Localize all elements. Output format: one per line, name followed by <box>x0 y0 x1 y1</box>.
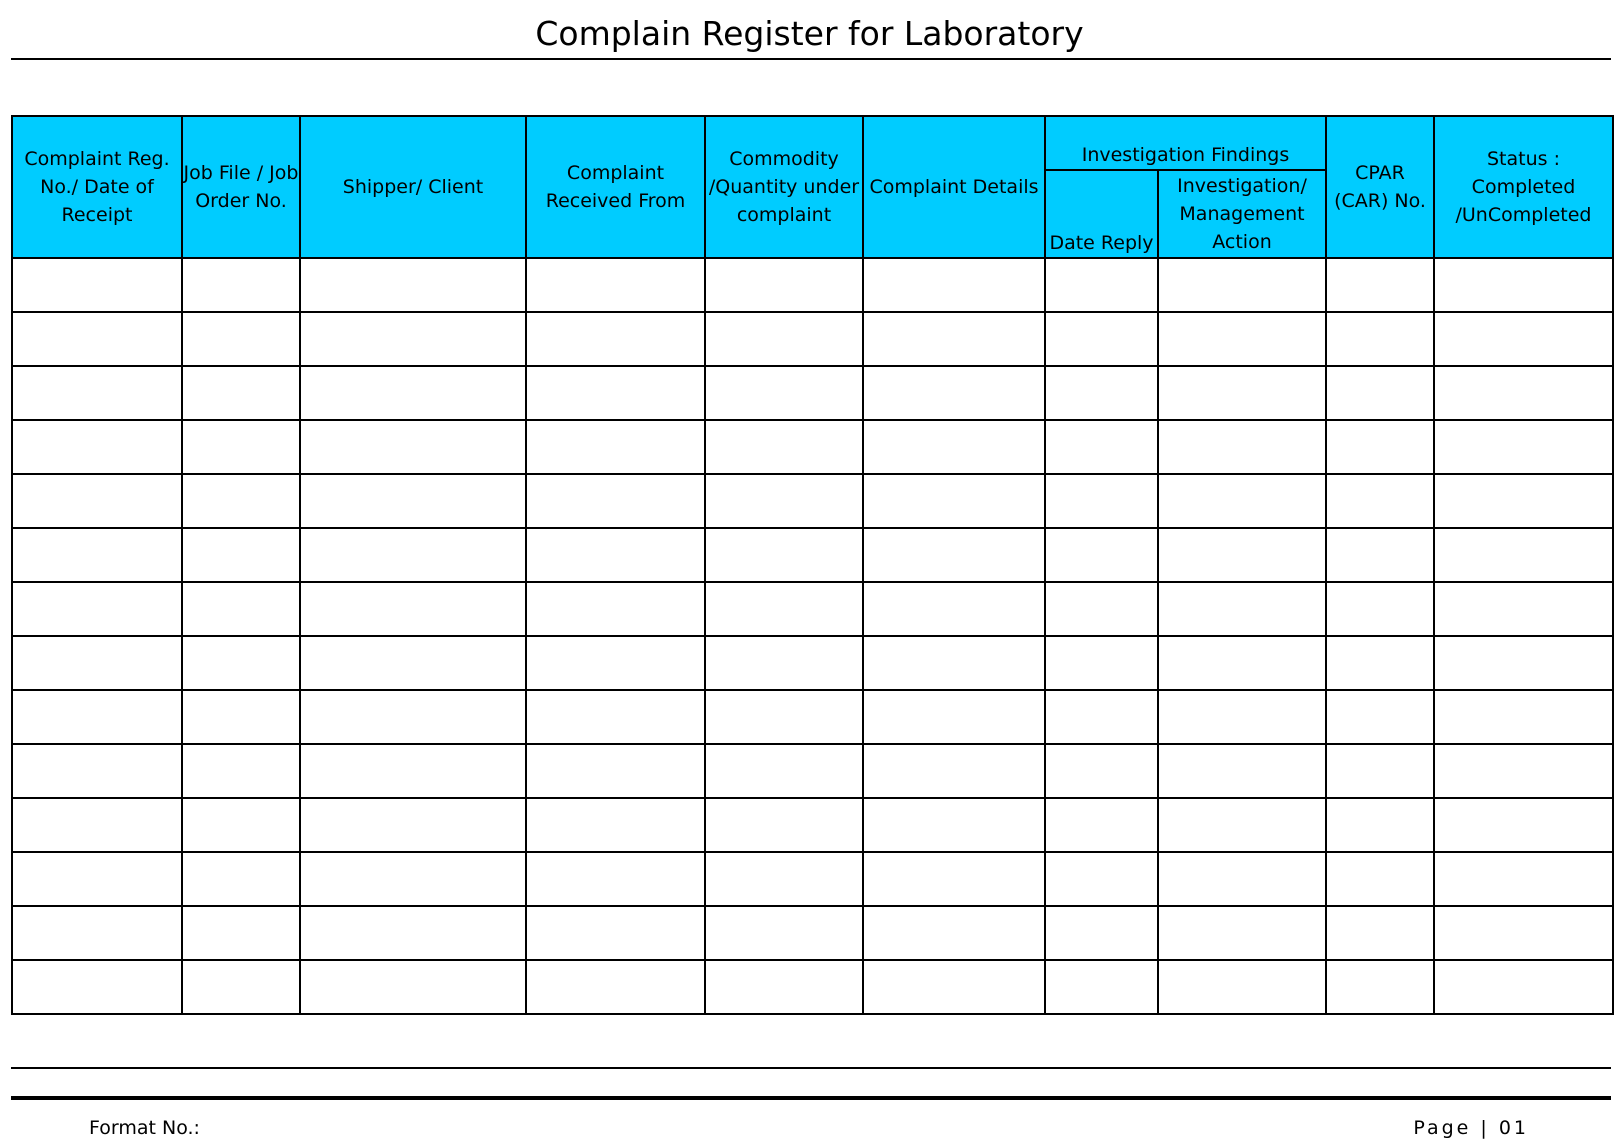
table-cell[interactable] <box>1158 528 1326 582</box>
table-cell[interactable] <box>12 528 182 582</box>
table-cell[interactable] <box>863 420 1045 474</box>
table-cell[interactable] <box>1434 582 1613 636</box>
table-cell[interactable] <box>12 852 182 906</box>
table-cell[interactable] <box>12 420 182 474</box>
table-cell[interactable] <box>182 690 300 744</box>
table-cell[interactable] <box>1158 744 1326 798</box>
table-cell[interactable] <box>1158 960 1326 1014</box>
table-cell[interactable] <box>1326 852 1434 906</box>
table-cell[interactable] <box>12 690 182 744</box>
table-cell[interactable] <box>12 258 182 312</box>
table-cell[interactable] <box>863 690 1045 744</box>
table-cell[interactable] <box>1434 798 1613 852</box>
table-cell[interactable] <box>526 960 705 1014</box>
table-cell[interactable] <box>705 528 863 582</box>
table-cell[interactable] <box>300 852 526 906</box>
table-cell[interactable] <box>863 960 1045 1014</box>
table-cell[interactable] <box>1158 636 1326 690</box>
table-cell[interactable] <box>1434 852 1613 906</box>
table-cell[interactable] <box>863 636 1045 690</box>
table-cell[interactable] <box>300 420 526 474</box>
table-row <box>12 906 1613 960</box>
column-header-status: Status : Completed /UnCompleted <box>1434 116 1613 258</box>
table-cell[interactable] <box>1326 312 1434 366</box>
page-title: Complain Register for Laboratory <box>535 14 1084 53</box>
table-cell[interactable] <box>705 474 863 528</box>
table-cell[interactable] <box>1434 528 1613 582</box>
table-cell[interactable] <box>526 690 705 744</box>
table-cell[interactable] <box>526 312 705 366</box>
table-cell[interactable] <box>12 474 182 528</box>
table-cell[interactable] <box>863 528 1045 582</box>
table-cell[interactable] <box>1158 852 1326 906</box>
table-row <box>12 312 1613 366</box>
table-cell[interactable] <box>182 852 300 906</box>
table-cell[interactable] <box>1434 906 1613 960</box>
table-cell[interactable] <box>526 798 705 852</box>
table-row <box>12 636 1613 690</box>
table-cell[interactable] <box>1045 474 1158 528</box>
table-cell[interactable] <box>1434 312 1613 366</box>
table-cell[interactable] <box>1045 582 1158 636</box>
table-cell[interactable] <box>300 636 526 690</box>
table-cell[interactable] <box>12 636 182 690</box>
table-cell[interactable] <box>863 582 1045 636</box>
table-cell[interactable] <box>863 906 1045 960</box>
table-cell[interactable] <box>705 366 863 420</box>
table-cell[interactable] <box>526 744 705 798</box>
table-cell[interactable] <box>300 258 526 312</box>
table-cell[interactable] <box>1326 690 1434 744</box>
table-row <box>12 366 1613 420</box>
column-header-shipper: Shipper/ Client <box>300 116 526 258</box>
table-cell[interactable] <box>12 366 182 420</box>
table-cell[interactable] <box>705 582 863 636</box>
table-cell[interactable] <box>1434 258 1613 312</box>
table-cell[interactable] <box>300 690 526 744</box>
column-header-commodity: Commodity /Quantity under complaint <box>705 116 863 258</box>
table-cell[interactable] <box>705 312 863 366</box>
table-cell[interactable] <box>526 366 705 420</box>
table-cell[interactable] <box>863 312 1045 366</box>
table-cell[interactable] <box>1045 420 1158 474</box>
table-cell[interactable] <box>1326 636 1434 690</box>
table-cell[interactable] <box>182 906 300 960</box>
table-cell[interactable] <box>1326 366 1434 420</box>
table-cell[interactable] <box>1045 636 1158 690</box>
table-cell[interactable] <box>182 474 300 528</box>
table-cell[interactable] <box>1158 312 1326 366</box>
table-cell[interactable] <box>1158 582 1326 636</box>
table-cell[interactable] <box>1434 690 1613 744</box>
table-cell[interactable] <box>1326 528 1434 582</box>
table-cell[interactable] <box>182 636 300 690</box>
column-header-date-reply: Date Reply <box>1045 170 1158 258</box>
table-cell[interactable] <box>1326 744 1434 798</box>
table-cell[interactable] <box>863 258 1045 312</box>
column-header-details: Complaint Details <box>863 116 1045 258</box>
footer-divider-thin <box>11 1067 1611 1069</box>
column-header-job-file: Job File / Job Order No. <box>182 116 300 258</box>
table-cell[interactable] <box>182 420 300 474</box>
complaint-register-table <box>11 115 1614 1015</box>
table-row <box>12 582 1613 636</box>
table-cell[interactable] <box>1326 258 1434 312</box>
table-cell[interactable] <box>182 528 300 582</box>
table-cell[interactable] <box>12 798 182 852</box>
table-cell[interactable] <box>300 528 526 582</box>
table-cell[interactable] <box>705 636 863 690</box>
table-cell[interactable] <box>182 744 300 798</box>
table-cell[interactable] <box>526 582 705 636</box>
column-header-investigation-findings: Investigation Findings <box>1045 116 1326 170</box>
column-header-cpar: CPAR (CAR) No. <box>1326 116 1434 258</box>
table-cell[interactable] <box>526 258 705 312</box>
table-cell[interactable] <box>1158 474 1326 528</box>
table-cell[interactable] <box>1326 906 1434 960</box>
table-cell[interactable] <box>705 420 863 474</box>
table-cell[interactable] <box>1045 798 1158 852</box>
column-header-management-action: Investigation/ Management Action <box>1158 170 1326 258</box>
table-cell[interactable] <box>705 852 863 906</box>
table-cell[interactable] <box>1434 744 1613 798</box>
table-cell[interactable] <box>1045 744 1158 798</box>
table-cell[interactable] <box>1158 906 1326 960</box>
table-cell[interactable] <box>182 798 300 852</box>
table-row <box>12 528 1613 582</box>
table-cell[interactable] <box>12 906 182 960</box>
table-cell[interactable] <box>1045 960 1158 1014</box>
table-cell[interactable] <box>1434 366 1613 420</box>
table-cell[interactable] <box>863 366 1045 420</box>
title-underline <box>11 58 1611 60</box>
table-cell[interactable] <box>705 798 863 852</box>
table-cell[interactable] <box>12 582 182 636</box>
table-cell[interactable] <box>705 906 863 960</box>
table-row <box>12 474 1613 528</box>
table-cell[interactable] <box>182 960 300 1014</box>
column-header-received-from: Complaint Received From <box>526 116 705 258</box>
table-cell[interactable] <box>863 474 1045 528</box>
header-row <box>12 116 1613 170</box>
table-cell[interactable] <box>1434 960 1613 1014</box>
table-cell[interactable] <box>300 366 526 420</box>
table-cell[interactable] <box>705 258 863 312</box>
table-cell[interactable] <box>1158 258 1326 312</box>
column-header-reg-no: Complaint Reg. No./ Date of Receipt <box>12 116 182 258</box>
table-cell[interactable] <box>526 420 705 474</box>
table-cell[interactable] <box>300 798 526 852</box>
table-cell[interactable] <box>526 852 705 906</box>
table-cell[interactable] <box>300 312 526 366</box>
table-cell[interactable] <box>1326 960 1434 1014</box>
table-cell[interactable] <box>1045 312 1158 366</box>
table-cell[interactable] <box>1158 366 1326 420</box>
table-cell[interactable] <box>705 744 863 798</box>
table-cell[interactable] <box>300 744 526 798</box>
table-cell[interactable] <box>863 798 1045 852</box>
table-cell[interactable] <box>300 906 526 960</box>
table-cell[interactable] <box>1045 528 1158 582</box>
table-cell[interactable] <box>863 744 1045 798</box>
table-row <box>12 258 1613 312</box>
table-cell[interactable] <box>182 258 300 312</box>
table-row <box>12 744 1613 798</box>
table-cell[interactable] <box>1434 474 1613 528</box>
table-cell[interactable] <box>300 582 526 636</box>
table-row <box>12 420 1613 474</box>
table-cell[interactable] <box>12 960 182 1014</box>
table-cell[interactable] <box>12 312 182 366</box>
table-cell[interactable] <box>1434 636 1613 690</box>
table-row <box>12 852 1613 906</box>
table-cell[interactable] <box>863 852 1045 906</box>
table-cell[interactable] <box>526 474 705 528</box>
table-cell[interactable] <box>1326 474 1434 528</box>
table-cell[interactable] <box>1326 420 1434 474</box>
table-row <box>12 960 1613 1014</box>
table-cell[interactable] <box>705 690 863 744</box>
table-cell[interactable] <box>1326 582 1434 636</box>
table-cell[interactable] <box>1434 420 1613 474</box>
table-cell[interactable] <box>300 960 526 1014</box>
format-number-label: Format No.: <box>89 1117 200 1139</box>
table-cell[interactable] <box>182 366 300 420</box>
table-cell[interactable] <box>300 474 526 528</box>
footer-divider-thick <box>11 1096 1611 1100</box>
table-cell[interactable] <box>182 312 300 366</box>
table-cell[interactable] <box>1045 852 1158 906</box>
table-cell[interactable] <box>526 636 705 690</box>
table-cell[interactable] <box>1158 798 1326 852</box>
table-cell[interactable] <box>1045 366 1158 420</box>
table-cell[interactable] <box>1045 690 1158 744</box>
table-row <box>12 690 1613 744</box>
table-cell[interactable] <box>526 528 705 582</box>
table-cell[interactable] <box>182 582 300 636</box>
table-cell[interactable] <box>1326 798 1434 852</box>
table-row <box>12 798 1613 852</box>
table-cell[interactable] <box>1045 906 1158 960</box>
page-number: Page | 01 <box>1413 1117 1529 1139</box>
table-cell[interactable] <box>526 906 705 960</box>
table-cell[interactable] <box>1158 420 1326 474</box>
table-cell[interactable] <box>1158 690 1326 744</box>
table-cell[interactable] <box>705 960 863 1014</box>
table-cell[interactable] <box>1045 258 1158 312</box>
table-cell[interactable] <box>12 744 182 798</box>
